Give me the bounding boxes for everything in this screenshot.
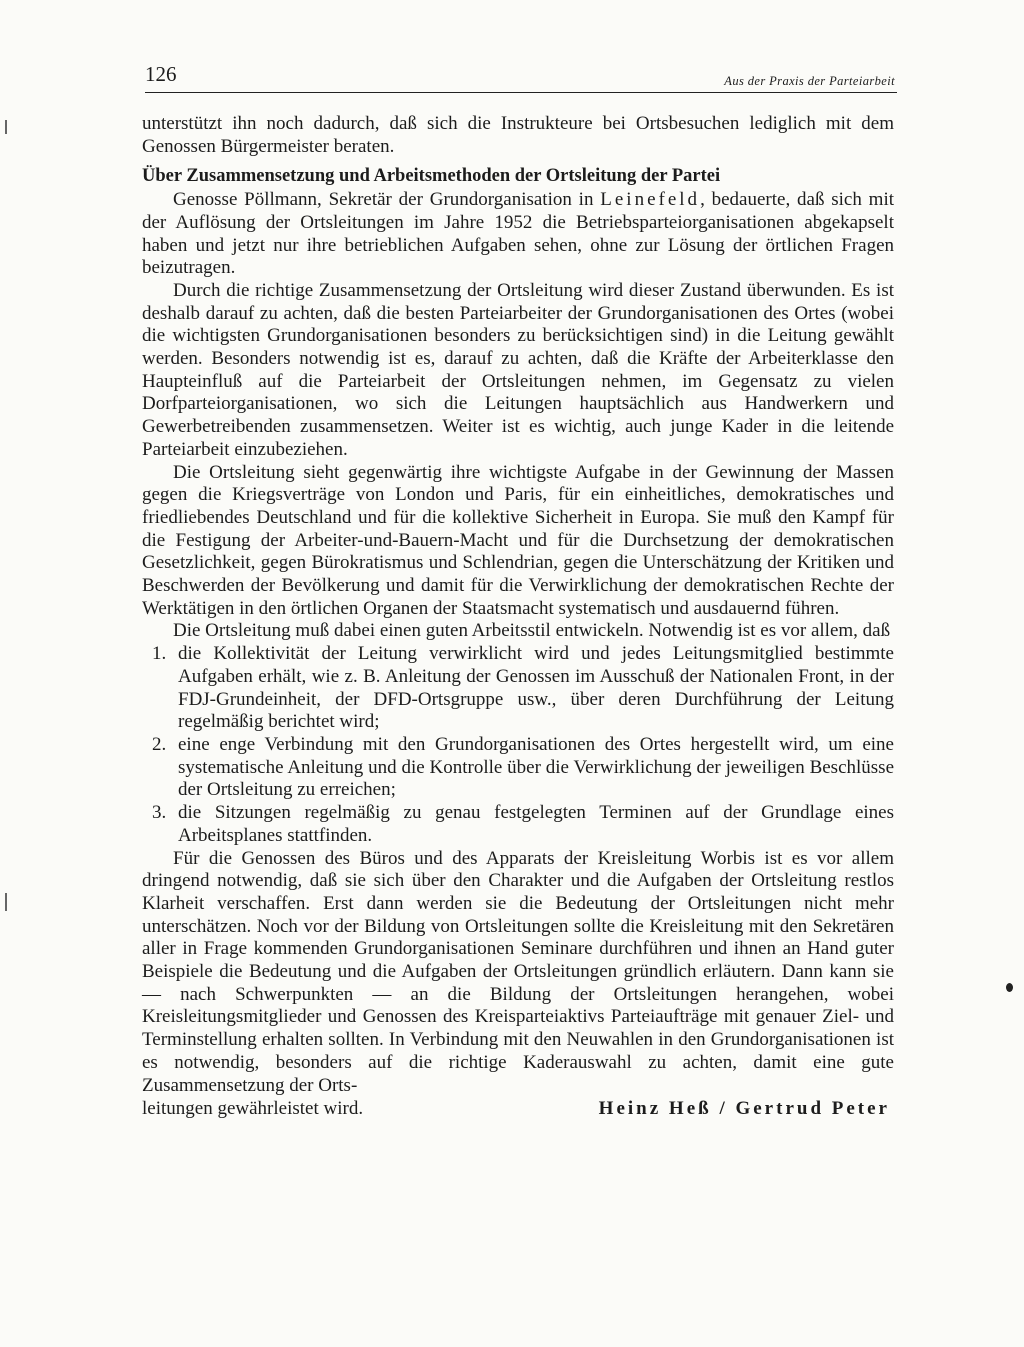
list-number: 2. [152, 733, 167, 755]
author-signature: Heinz Heß / Gertrud Peter [598, 1098, 890, 1120]
list-text: die Kollektivität der Leitung verwirklicht wird und jedes Leitungsmitglied bestimmte Aufgaben erhält, wie z. B. Anleitung der Genossen im Ausschuß der Nationalen Front, in der FDJ-Grundeinheit, der DFD-Ortsgruppe usw., über deren Durchführung der Leitung regelmäßig berichtet wird; [178, 643, 894, 733]
section-heading: Über Zusammensetzung und Arbeitsmethoden der Ortsleitung der Partei [142, 166, 721, 187]
page-header [145, 62, 897, 93]
paragraph-5-tail: leitungen gewährleistet wird. [142, 1098, 364, 1120]
paragraph-1-start: Genosse Pöllmann, Sekretär der Grundorganisation in [173, 189, 601, 211]
edge-tick [5, 120, 7, 134]
list-number: 1. [152, 643, 167, 665]
closing-line [142, 1098, 894, 1122]
intro-paragraph: unterstützt ihn noch dadurch, daß sich die Instrukteure bei Ortsbesuchen lediglich mit dem Genossen Bürgermeister beraten. [142, 113, 894, 157]
paragraph-1-end: , bedauerte, daß sich mit der Auflösung der Ortsleitungen im Jahre 1952 die Betriebsparteiorganisationen abgekapselt haben und jetzt nur ihre betrieblichen Aufgaben sehen, ohne zur Lösung der örtlichen Fragen beizutragen. [142, 189, 894, 279]
paragraph-1 [142, 189, 894, 280]
numbered-list [142, 643, 894, 847]
list-text: eine enge Verbindung mit den Grundorganisationen des Ortes hergestellt wird, um eine systematische Anleitung und die Kontrolle über die Verwirklichung der jeweiligen Beschlüsse der Ortsleitung zu erreichen; [178, 733, 894, 801]
list-item [142, 802, 894, 847]
paragraph-2: Durch die richtige Zusammensetzung der Ortsleitung wird dieser Zustand überwunden. Es ist deshalb darauf zu achten, daß die besten Parteiarbeiter der Grundorganisationen des Ortes (wobei die wichtigsten Grundorganisationen besonders zu berücksichtigen sind) in die Leitung gewählt werden. Besonders notwendig ist es, darauf zu achten, daß die Kräfte der Arbeiterklasse den Haupteinfluß auf die Parteiarbeit der Ortsleitungen nehmen, im Gegensatz zu vielen Dorfparteiorganisationen, wo sich die Leitungen hauptsächlich aus Handwerkern und Gewerbetreibenden zusammensetzen. Weiter ist es wichtig, auch junge Kader in die leitende Parteiarbeit einzubeziehen. [142, 279, 894, 460]
page-number: 126 [145, 62, 177, 86]
list-number: 3. [152, 802, 167, 824]
list-item [142, 643, 894, 734]
paragraph-4: Die Ortsleitung muß dabei einen guten Arbeitsstil entwickeln. Notwendig ist es vor allem, daß [173, 620, 891, 642]
edge-tick [5, 893, 7, 911]
paragraph-5: Für die Genossen des Büros und des Apparats der Kreisleitung Worbis ist es vor allem dringend notwendig, daß sie sich über den Charakter und die Aufgaben der Ortsleitung restlos Klarheit verschaffen. Erst dann werden sie die Bedeutung der Ortsleitungen nicht mehr unterschätzen. Noch vor der Bildung von Ortsleitungen sollte die Kreisleitung mit den Sekretären aller in Frage kommenden Grundorganisationen Seminare durchführen und ihnen an Hand guter Beispiele die Bedeutung und die Aufgaben der Ortsleitungen gründlich erläutern. Dann kann sie — nach Schwerpunkten — an die Bildung der Ortsleitungen herangehen, wobei Kreisleitungsmitglieder und Genossen des Kreisparteiaktivs Parteiaufträge mit genauer Ziel- und Terminstellung erhalten sollten. In Verbindung mit den Neuwahlen in den Grundorganisationen ist es notwendig, besonders auf die richtige Kaderauswahl zu achten, damit eine gute Zusammensetzung der Orts- [142, 847, 894, 1096]
list-text: die Sitzungen regelmäßig zu genau festgelegten Terminen auf der Grundlage eines Arbeitsplanes stattfinden. [178, 802, 894, 846]
margin-mark [1006, 983, 1013, 992]
list-item [142, 734, 894, 802]
paragraph-3: Die Ortsleitung sieht gegenwärtig ihre wichtigste Aufgabe in der Gewinnung der Massen gegen die Kriegsverträge von London und Paris, für ein einheitliches, demokratisches und friedliebendes Deutschland und für die kollektive Sicherheit in Europa. Sie muß den Kampf für die Festigung der Arbeiter-und-Bauern-Macht und für die Durchsetzung der demokratischen Gesetzlichkeit, gegen Bürokratismus und Schlendrian, gegen die Unterschätzung der Kritiken und Beschwerden der Bevölkerung und damit für die Verwirklichung der demokratischen Rechte der Werktätigen in den örtlichen Organen der Staatsmacht systematisch und ausdauernd führen. [142, 461, 894, 619]
article-body [142, 113, 894, 1122]
running-head: Aus der Praxis der Parteiarbeit [724, 74, 895, 88]
place-name: Leinefeld [600, 189, 701, 211]
